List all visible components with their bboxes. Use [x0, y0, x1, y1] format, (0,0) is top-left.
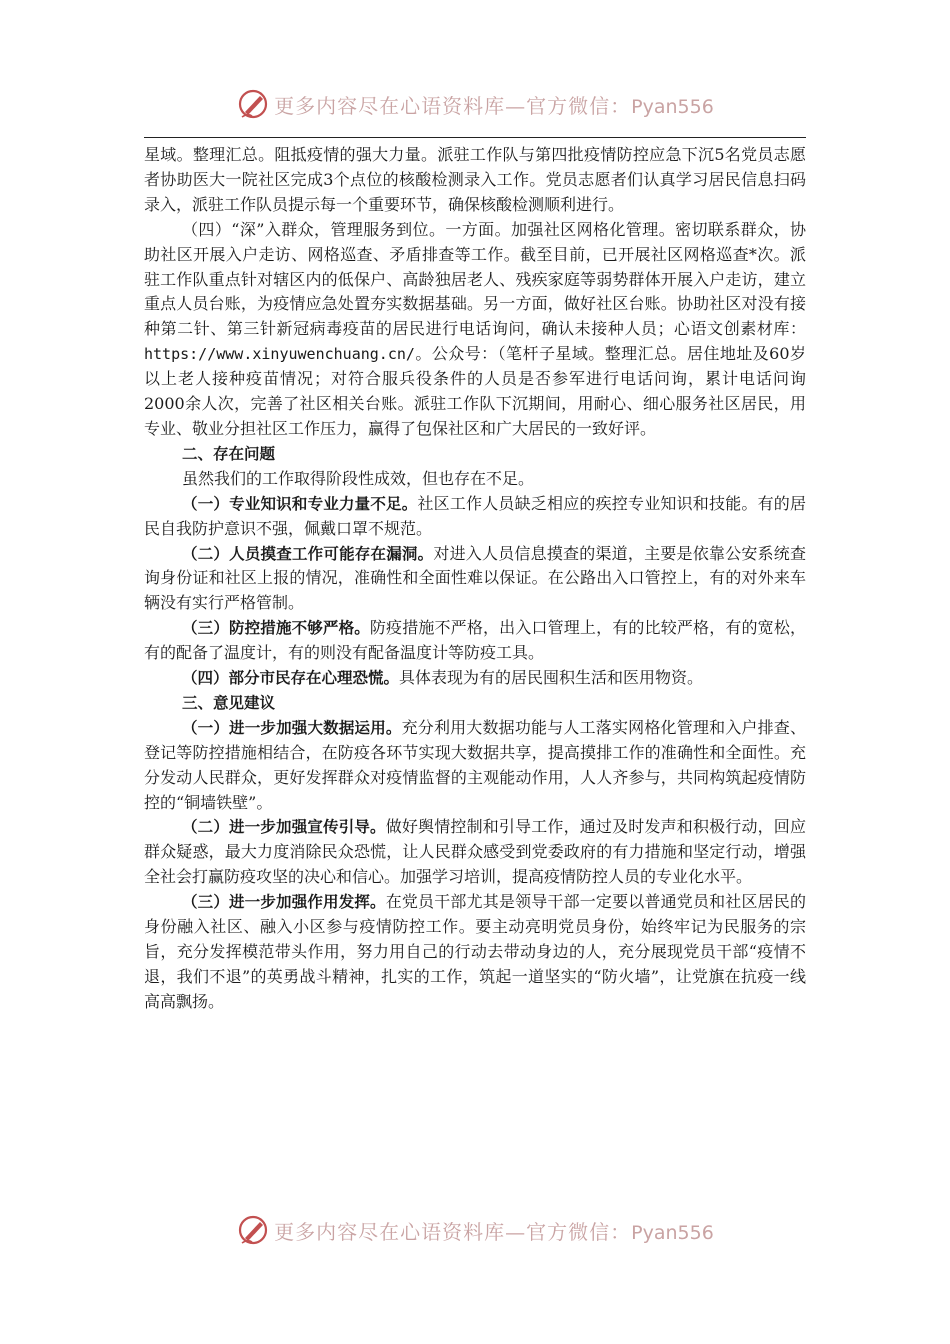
header-wechat-handle: Pyan556 — [631, 95, 714, 118]
suggestion-item-2: （二）进一步加强宣传引导。做好舆情控制和引导工作，通过及时发声和积极行动，回应群众疑惑，最大力度消除民众恐慌，让人民群众感受到党委政府的有力措施和坚定行动，增强全社会打赢防疫攻坚的决心和信心。加强学习培训，提高疫情防控人员的专业化水平。 — [144, 817, 806, 887]
heading-problems: 二、存在问题 — [182, 444, 276, 463]
footer-banner — [0, 1210, 950, 1250]
header-banner-text: 更多内容尽在心语资料库—官方微信：Pyan556 — [274, 93, 714, 118]
header-banner — [0, 84, 950, 124]
source-url: https://www.xinyuwenchuang.cn/ — [144, 345, 415, 364]
problem-item-2: （二）人员摸查工作可能存在漏洞。对进入人员信息摸查的渠道，主要是依靠公安系统查询身份证和社区上报的情况，准确性和全面性难以保证。在公路出入口管控上，有的对外来车辆没有实行严格管制。 — [144, 543, 806, 613]
heading-suggestions: 三、意见建议 — [182, 693, 276, 712]
problem-item-1: （一）专业知识和专业力量不足。社区工作人员缺乏相应的疾控专业知识和技能。有的居民自我防护意识不强，佩戴口罩不规范。 — [144, 493, 806, 538]
pen-circle-logo — [236, 1213, 270, 1247]
suggestion-item-1: （一）进一步加强大数据运用。充分利用大数据功能与人工落实网格化管理和入户排查、登记等防控措施相结合，在防疫各环节实现大数据共享，提高摸排工作的准确性和全面性。充分发动人民群众，更好发挥群众对疫情监督的主观能动作用，人人齐参与，共同构筑起疫情防控的“铜墙铁壁”。 — [144, 717, 806, 812]
document-body — [144, 143, 806, 1015]
suggestion-item-3: （三）进一步加强作用发挥。在党员干部尤其是领导干部一定要以普通党员和社区居民的身份融入社区、融入小区参与疫情防控工作。要主动亮明党员身份，始终牢记为民服务的宗旨，充分发挥模范带头作用，努力用自己的行动去带动身边的人，充分展现党员干部“疫情不退，我们不退”的英勇战斗精神，扎实的工作，筑起一道坚实的“防火墙”，让党旗在抗疫一线高高飘扬。 — [144, 892, 806, 1011]
footer-wechat-handle: Pyan556 — [631, 1221, 714, 1244]
header-rule — [144, 137, 806, 138]
problem-item-4: （四）部分市民存在心理恐慌。具体表现为有的居民囤积生活和医用物资。 — [182, 668, 704, 688]
paragraph-continuation: 星域。整理汇总。阻抵疫情的强大力量。派驻工作队与第四批疫情防控应急下沉5名党员志愿者协助医大一院社区完成3个点位的核酸检测录入工作。党员志愿者们认真学习居民信息扫码录入，派驻工作队员提示每一个重要环节，确保核酸检测顺利进行。 — [144, 145, 806, 214]
pen-circle-logo — [236, 87, 270, 121]
footer-banner-text: 更多内容尽在心语资料库—官方微信：Pyan556 — [274, 1219, 714, 1244]
problem-item-3: （三）防控措施不够严格。防疫措施不严格，出入口管理上，有的比较严格，有的宽松，有的配备了温度计，有的则没有配备温度计等防疫工具。 — [144, 618, 806, 663]
paragraph-section-four: （四）“深”入群众，管理服务到位。一方面。加强社区网格化管理。密切联系群众，协助社区开展入户走访、网格巡查、矛盾排查等工作。截至目前，已开展社区网格巡查*次。派驻工作队重点针对辖区内的低保户、高龄独居老人、残疾家庭等弱势群体开展入户走访，建立重点人员台账，为疫情应急处置夯实数据基础。另一方面，做好社区台账。协助社区对没有接种第二针、第三针新冠病毒疫苗的居民进行电话询问，确认未接种人员；心语文创素材库：https://www.xinyuwenchuang.cn/。公众号：（笔杆子星域。整理汇总。居住地址及60岁以上老人接种疫苗情况；对符合服兵役条件的人员是否参军进行电话问询，累计电话问询2000余人次，完善了社区相关台账。派驻工作队下沉期间，用耐心、细心服务社区居民，用专业、敬业分担社区工作压力，赢得了包保社区和广大居民的一致好评。 — [144, 219, 806, 438]
paragraph-problems-intro: 虽然我们的工作取得阶段性成效，但也存在不足。 — [182, 468, 535, 488]
